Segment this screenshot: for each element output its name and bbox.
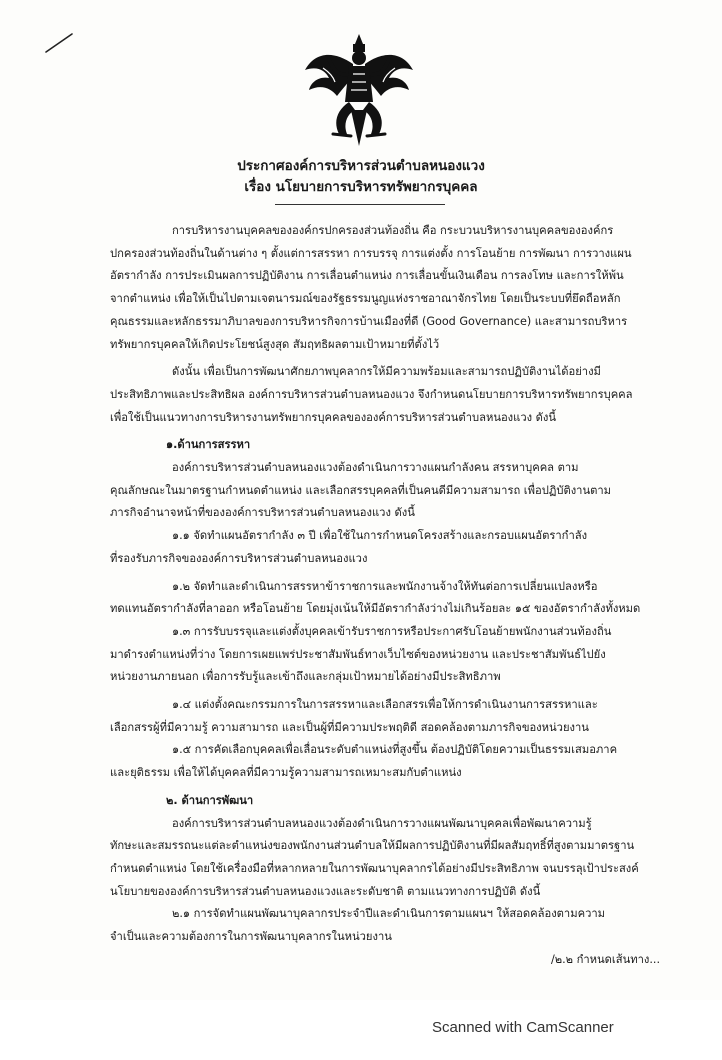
- text-line: ดังนั้น เพื่อเป็นการพัฒนาศักยภาพบุคลากรให้มีความพร้อมและสามารถปฏิบัติงานได้อย่างมี: [172, 365, 601, 379]
- text-line: ๒.๑ การจัดทำแผนพัฒนาบุคลากรประจำปีและดำเนินการตามแผนฯ ให้สอดคล้องตามความ: [172, 907, 606, 921]
- text-line: หน่วยงานภายนอก เพื่อการรับรู้และเข้าถึงและกลุ่มเป้าหมายได้อย่างมีประสิทธิภาพ: [110, 670, 501, 684]
- text-line: ๑.๕ การคัดเลือกบุคคลเพื่อเลื่อนระดับตำแหน่งที่สูงขึ้น ต้องปฏิบัติโดยความเป็นธรรมเสมอภาค: [172, 743, 618, 757]
- scanner-watermark: Scanned with CamScanner: [432, 1019, 614, 1036]
- text-line: กำหนดตำแหน่ง โดยใช้เครื่องมือที่หลากหลายในการพัฒนาบุคลากรได้อย่างมีประสิทธิภาพ จนบรรลุเป้าประสงค์: [110, 861, 639, 875]
- text-line: ที่รองรับภารกิจขององค์การบริหารส่วนตำบลหนองแวง: [110, 551, 368, 565]
- text-line: ทักษะและสมรรถนะแต่ละตำแหน่งของพนักงานส่วนตำบลให้มีผลการปฏิบัติงานที่มีผลสัมฤทธิ์ที่สูงตามมาตรฐาน: [110, 839, 635, 853]
- text-line: จากตำแหน่ง เพื่อให้เป็นไปตามเจตนารมณ์ของรัฐธรรมนูญแห่งราชอาณาจักรไทย โดยเป็นระบบที่ยึดถือหลัก: [110, 292, 621, 306]
- text-line: ๑.๒ จัดทำและดำเนินการสรรหาข้าราชการและพนักงานจ้างให้ทันต่อการเปลี่ยนแปลงหรือ: [172, 579, 598, 593]
- text-line: ปกครองส่วนท้องถิ่นในด้านต่าง ๆ ตั้งแต่การสรรหา การบรรจุ การแต่งตั้ง การโอนย้าย การพัฒนา การวางแผน: [110, 246, 632, 260]
- document-body: [110, 220, 670, 972]
- text-line: และยุติธรรม เพื่อให้ได้บุคคลที่มีความรู้ความสามารถเหมาะสมกับตำแหน่ง: [110, 766, 462, 780]
- text-line: จำเป็นและความต้องการในการพัฒนาบุคลากรในหน่วยงาน: [110, 930, 392, 944]
- text-line: ๑.๑ จัดทำแผนอัตรากำลัง ๓ ปี เพื่อใช้ในการกำหนดโครงสร้างและกรอบแผนอัตรากำลัง: [172, 529, 588, 543]
- section-heading: ๒. ด้านการพัฒนา: [166, 793, 254, 807]
- text-line: ๑.๔ แต่งตั้งคณะกรรมการในการสรรหาและเลือกสรรเพื่อให้การดำเนินงานการสรรหาและ: [172, 698, 598, 712]
- text-line: คุณธรรมและหลักธรรมาภิบาลของการบริหารกิจการบ้านเมืองที่ดี (Good Governance) และสามารถบริหาร: [110, 314, 628, 328]
- text-line: นโยบายขององค์การบริหารส่วนตำบลหนองแวงและระดับชาติ ตามแนวทางการปฏิบัติ ดังนี้: [110, 884, 541, 898]
- text-line: มาดำรงตำแหน่งที่ว่าง โดยการเผยแพร่ประชาสัมพันธ์ทางเว็บไซต์ของหน่วยงาน และประชาสัมพันธ์ไปยัง: [110, 647, 606, 661]
- text-line: การบริหารงานบุคคลขององค์กรปกครองส่วนท้องถิ่น คือ กระบวนบริหารงานบุคคลขององค์กร: [172, 224, 614, 237]
- text-line: องค์การบริหารส่วนตำบลหนองแวงต้องดำเนินการวางแผนกำลังคน สรรหาบุคคล ตาม: [172, 461, 579, 475]
- text-line: ภารกิจอำนาจหน้าที่ขององค์การบริหารส่วนตำบลหนองแวง ดังนี้: [110, 506, 415, 520]
- text-line: ทดแทนอัตรากำลังที่ลาออก หรือโอนย้าย โดยมุ่งเน้นให้มีอัตรากำลังว่างไม่เกินร้อยละ ๑๕ ของอัตรากำลังทั้งหมด: [110, 602, 641, 616]
- title-underline: [275, 204, 445, 205]
- text-line: เลือกสรรผู้ที่มีความรู้ ความสามารถ และเป็นผู้ที่มีความประพฤติดี สอดคล้องตามภารกิจของหน่วยงาน: [110, 720, 589, 734]
- text-line: อัตรากำลัง การประเมินผลการปฏิบัติงาน การเลื่อนตำแหน่ง การเลื่อนขั้นเงินเดือน การลงโทษ และการให้พ้น: [110, 269, 624, 283]
- text-line: /๒.๒ กำหนดเส้นทาง...: [550, 952, 660, 966]
- section-heading: ๑.ด้านการสรรหา: [166, 438, 251, 452]
- text-line: ๑.๓ การรับบรรจุและแต่งตั้งบุคคลเข้ารับราชการหรือประกาศรับโอนย้ายพนักงานส่วนท้องถิ่น: [172, 624, 612, 638]
- text-line: เพื่อใช้เป็นแนวทางการบริหารงานทรัพยากรบุคคลขององค์การบริหารส่วนตำบลหนองแวง ดังนี้: [110, 410, 557, 424]
- text-line: ทรัพยากรบุคคลให้เกิดประโยชน์สูงสุด สัมฤทธิผลตามเป้าหมายที่ตั้งไว้: [110, 337, 440, 351]
- text-line: ประสิทธิภาพและประสิทธิผล องค์การบริหารส่วนตำบลหนองแวง จึงกำหนดนโยบายการบริหารทรัพยากรบุคคล: [110, 387, 633, 401]
- subject-title: เรื่อง นโยบายการบริหารทรัพยากรบุคคล: [244, 179, 478, 195]
- pen-mark: [44, 32, 74, 54]
- text-line: คุณลักษณะในมาตรฐานกำหนดตำแหน่ง และเลือกสรรบุคคลที่เป็นคนดีมีความสามารถ เพื่อปฏิบัติงานตาม: [110, 483, 612, 497]
- garuda-emblem: [303, 30, 415, 148]
- text-line: องค์การบริหารส่วนตำบลหนองแวงต้องดำเนินการวางแผนพัฒนาบุคคลเพื่อพัฒนาความรู้: [172, 816, 592, 830]
- announcement-title: ประกาศองค์การบริหารส่วนตำบลหนองแวง: [237, 158, 485, 174]
